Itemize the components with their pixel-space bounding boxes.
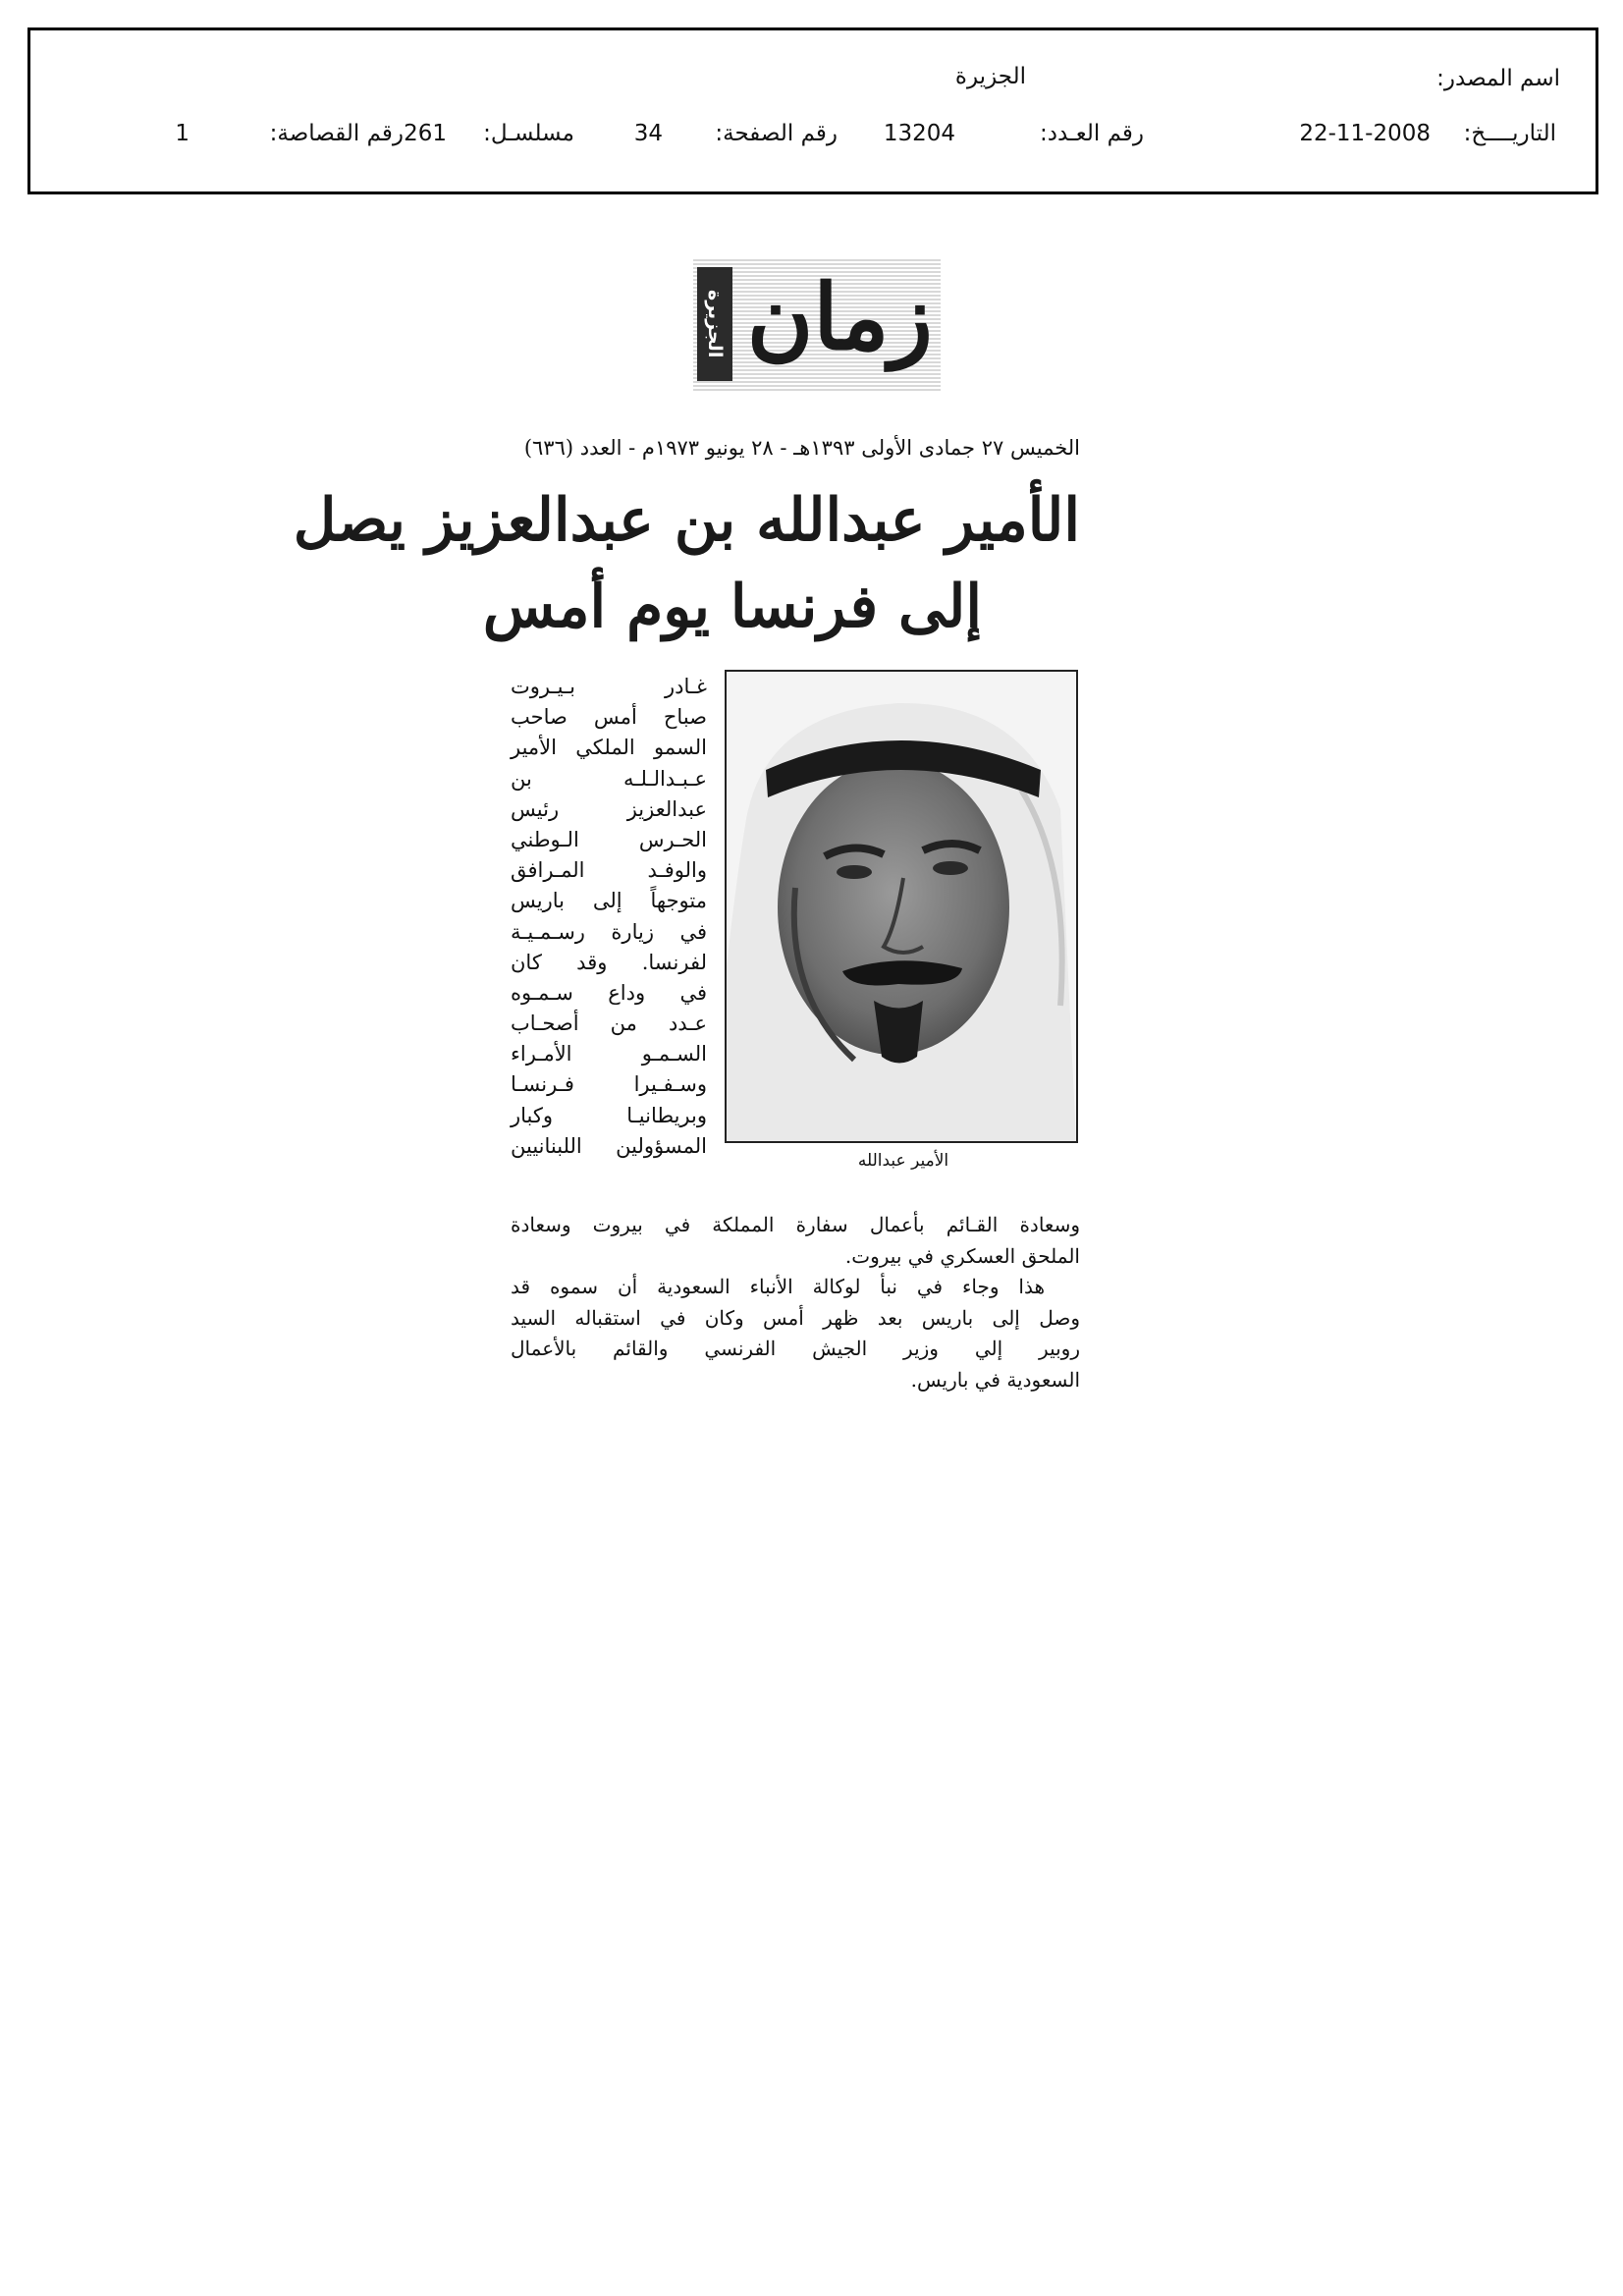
column-line: متوجهاً إلى باريس [511, 889, 707, 913]
column-line: وسـفـيرا فـرنسـا [511, 1072, 707, 1097]
headline-line-2: إلى فرنسا يوم أمس [482, 573, 982, 641]
body-line: روبير إلي وزير الجيش الفرنسي والقائم بالأعمال [511, 1337, 1080, 1361]
issue-label: رقم العـدد: [1039, 121, 1144, 146]
clip-value: 1 [175, 121, 189, 146]
column-line: عـدد من أصحـاب [511, 1011, 707, 1036]
article-column-text [511, 672, 707, 1162]
page-value: 34 [633, 121, 663, 146]
column-line: وبريطانيـا وكبار [511, 1103, 707, 1127]
article-body-text [511, 1210, 1080, 1396]
column-line: عبدالعزيز رئيس [511, 796, 707, 821]
serial-value: 261 [404, 121, 447, 146]
date-label: التاريــــخ: [1463, 121, 1556, 146]
column-line: في وداع سـمـوه [511, 980, 707, 1005]
masthead-title: زمان [746, 264, 933, 370]
body-line: السعودية في باريس. [910, 1367, 1080, 1392]
newspaper-masthead-logo [693, 257, 941, 391]
photo-caption: الأمير عبدالله [857, 1151, 949, 1171]
column-line: غـادر بـيـروت [511, 675, 707, 698]
portrait-illustration [727, 672, 1076, 1141]
headline-line-1: الأمير عبدالله بن عبدالعزيز يصل [293, 486, 1080, 555]
serial-label: مسلسـل: [483, 121, 574, 146]
clipping-header [27, 27, 1598, 194]
page-label: رقم الصفحة: [715, 121, 838, 146]
article-dateline: الخميس ٢٧ جمادى الأولى ١٣٩٣هـ - ٢٨ يونيو ١٩٧٣م - العدد (٦٣٦) [523, 436, 1080, 460]
body-line: هذا وجاء في نبأ لوكالة الأنباء السعودية أن سموه قد [511, 1275, 1045, 1299]
column-line: صباح أمس صاحب [511, 705, 707, 730]
column-line: المسؤولين اللبنانيين [511, 1133, 707, 1158]
issue-value: 13204 [883, 121, 955, 146]
masthead-subtitle: الجزيرة [697, 267, 732, 381]
portrait-photo [725, 670, 1078, 1143]
date-value: 22-11-2008 [1299, 121, 1431, 146]
body-line: الملحق العسكري في بيروت. [844, 1243, 1080, 1268]
column-line: الحـرس الـوطني [511, 827, 707, 851]
body-line: وسعادة القـائم بأعمال سفارة المملكة في بيروت وسعادة [511, 1213, 1080, 1236]
column-line: السـمـو الأمـراء [511, 1042, 707, 1066]
column-line: السمو الملكي الأمير [511, 736, 707, 760]
source-value: الجزيرة [954, 64, 1026, 89]
column-line: في زيارة رسـمـيـة [511, 919, 707, 944]
column-line: عـبـدالـلـه بن [511, 766, 707, 791]
source-label: اسم المصدر: [1436, 66, 1560, 91]
body-line: وصل إلى باريس بعد ظهر أمس وكان في استقباله السيد [511, 1305, 1080, 1330]
column-line: لفرنسا. وقد كان [511, 950, 707, 974]
column-line: والوفـد المـرافق [511, 858, 707, 883]
clip-label: رقم القصاصة: [269, 121, 404, 146]
